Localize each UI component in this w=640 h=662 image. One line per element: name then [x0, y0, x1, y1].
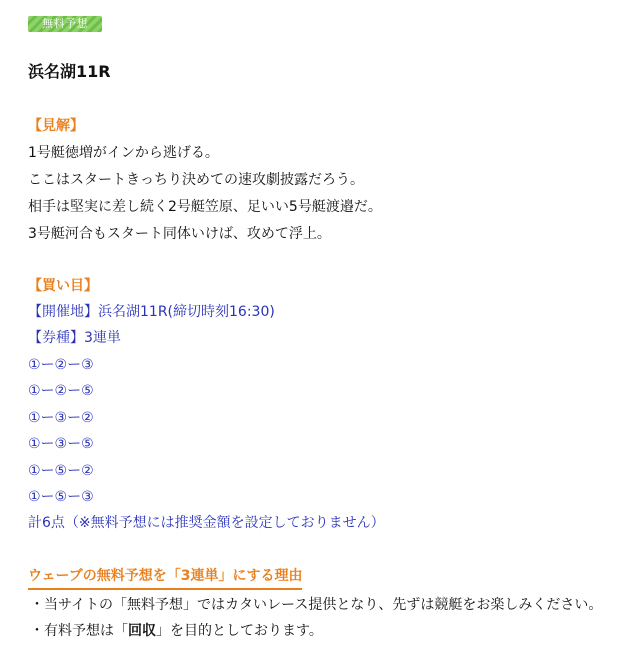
view-heading: 【見解】 — [28, 118, 84, 134]
reason-bullet: ・当サイトの「無料予想」ではカタいレース提供となり、先ずは競艇をお楽しみください。 — [30, 597, 603, 613]
bets-heading: 【買い目】 — [28, 278, 98, 294]
view-line: 1号艇徳増がインから逃げる。 — [28, 145, 219, 161]
reason-bullet-text: 」を目的としております。 — [156, 623, 323, 639]
reason-bullet — [30, 621, 323, 641]
reason-heading: ウェーブの無料予想を「3連単」にする理由 — [28, 566, 302, 590]
race-title: 浜名湖11R — [28, 62, 111, 81]
bet-combo: ①ー③ー⑤ — [28, 436, 94, 452]
venue-line: 【開催地】浜名湖11R(締切時刻16:30) — [28, 304, 275, 320]
ticket-type-line: 【券種】3連単 — [28, 330, 121, 346]
reason-bullet-text: ・有料予想は「 — [30, 623, 128, 639]
view-line: ここはスタートきっちり決めての速攻劇披露だろう。 — [28, 172, 364, 188]
reason-bullet-emphasis: 回収 — [128, 623, 156, 639]
bet-combo: ①ー⑤ー② — [28, 463, 94, 479]
view-line: 3号艇河合もスタート同体いけば、攻めて浮上。 — [28, 226, 331, 242]
view-line: 相手は堅実に差し続く2号艇笠原、足いい5号艇渡邉だ。 — [28, 199, 382, 215]
bet-total: 計6点（※無料予想には推奨金額を設定しておりません） — [28, 515, 385, 531]
free-prediction-badge: 無料予想 — [28, 16, 102, 32]
bet-combo: ①ー③ー② — [28, 410, 94, 426]
bet-combo: ①ー②ー③ — [28, 357, 94, 373]
bet-combo: ①ー⑤ー③ — [28, 489, 94, 505]
bet-combo: ①ー②ー⑤ — [28, 383, 94, 399]
